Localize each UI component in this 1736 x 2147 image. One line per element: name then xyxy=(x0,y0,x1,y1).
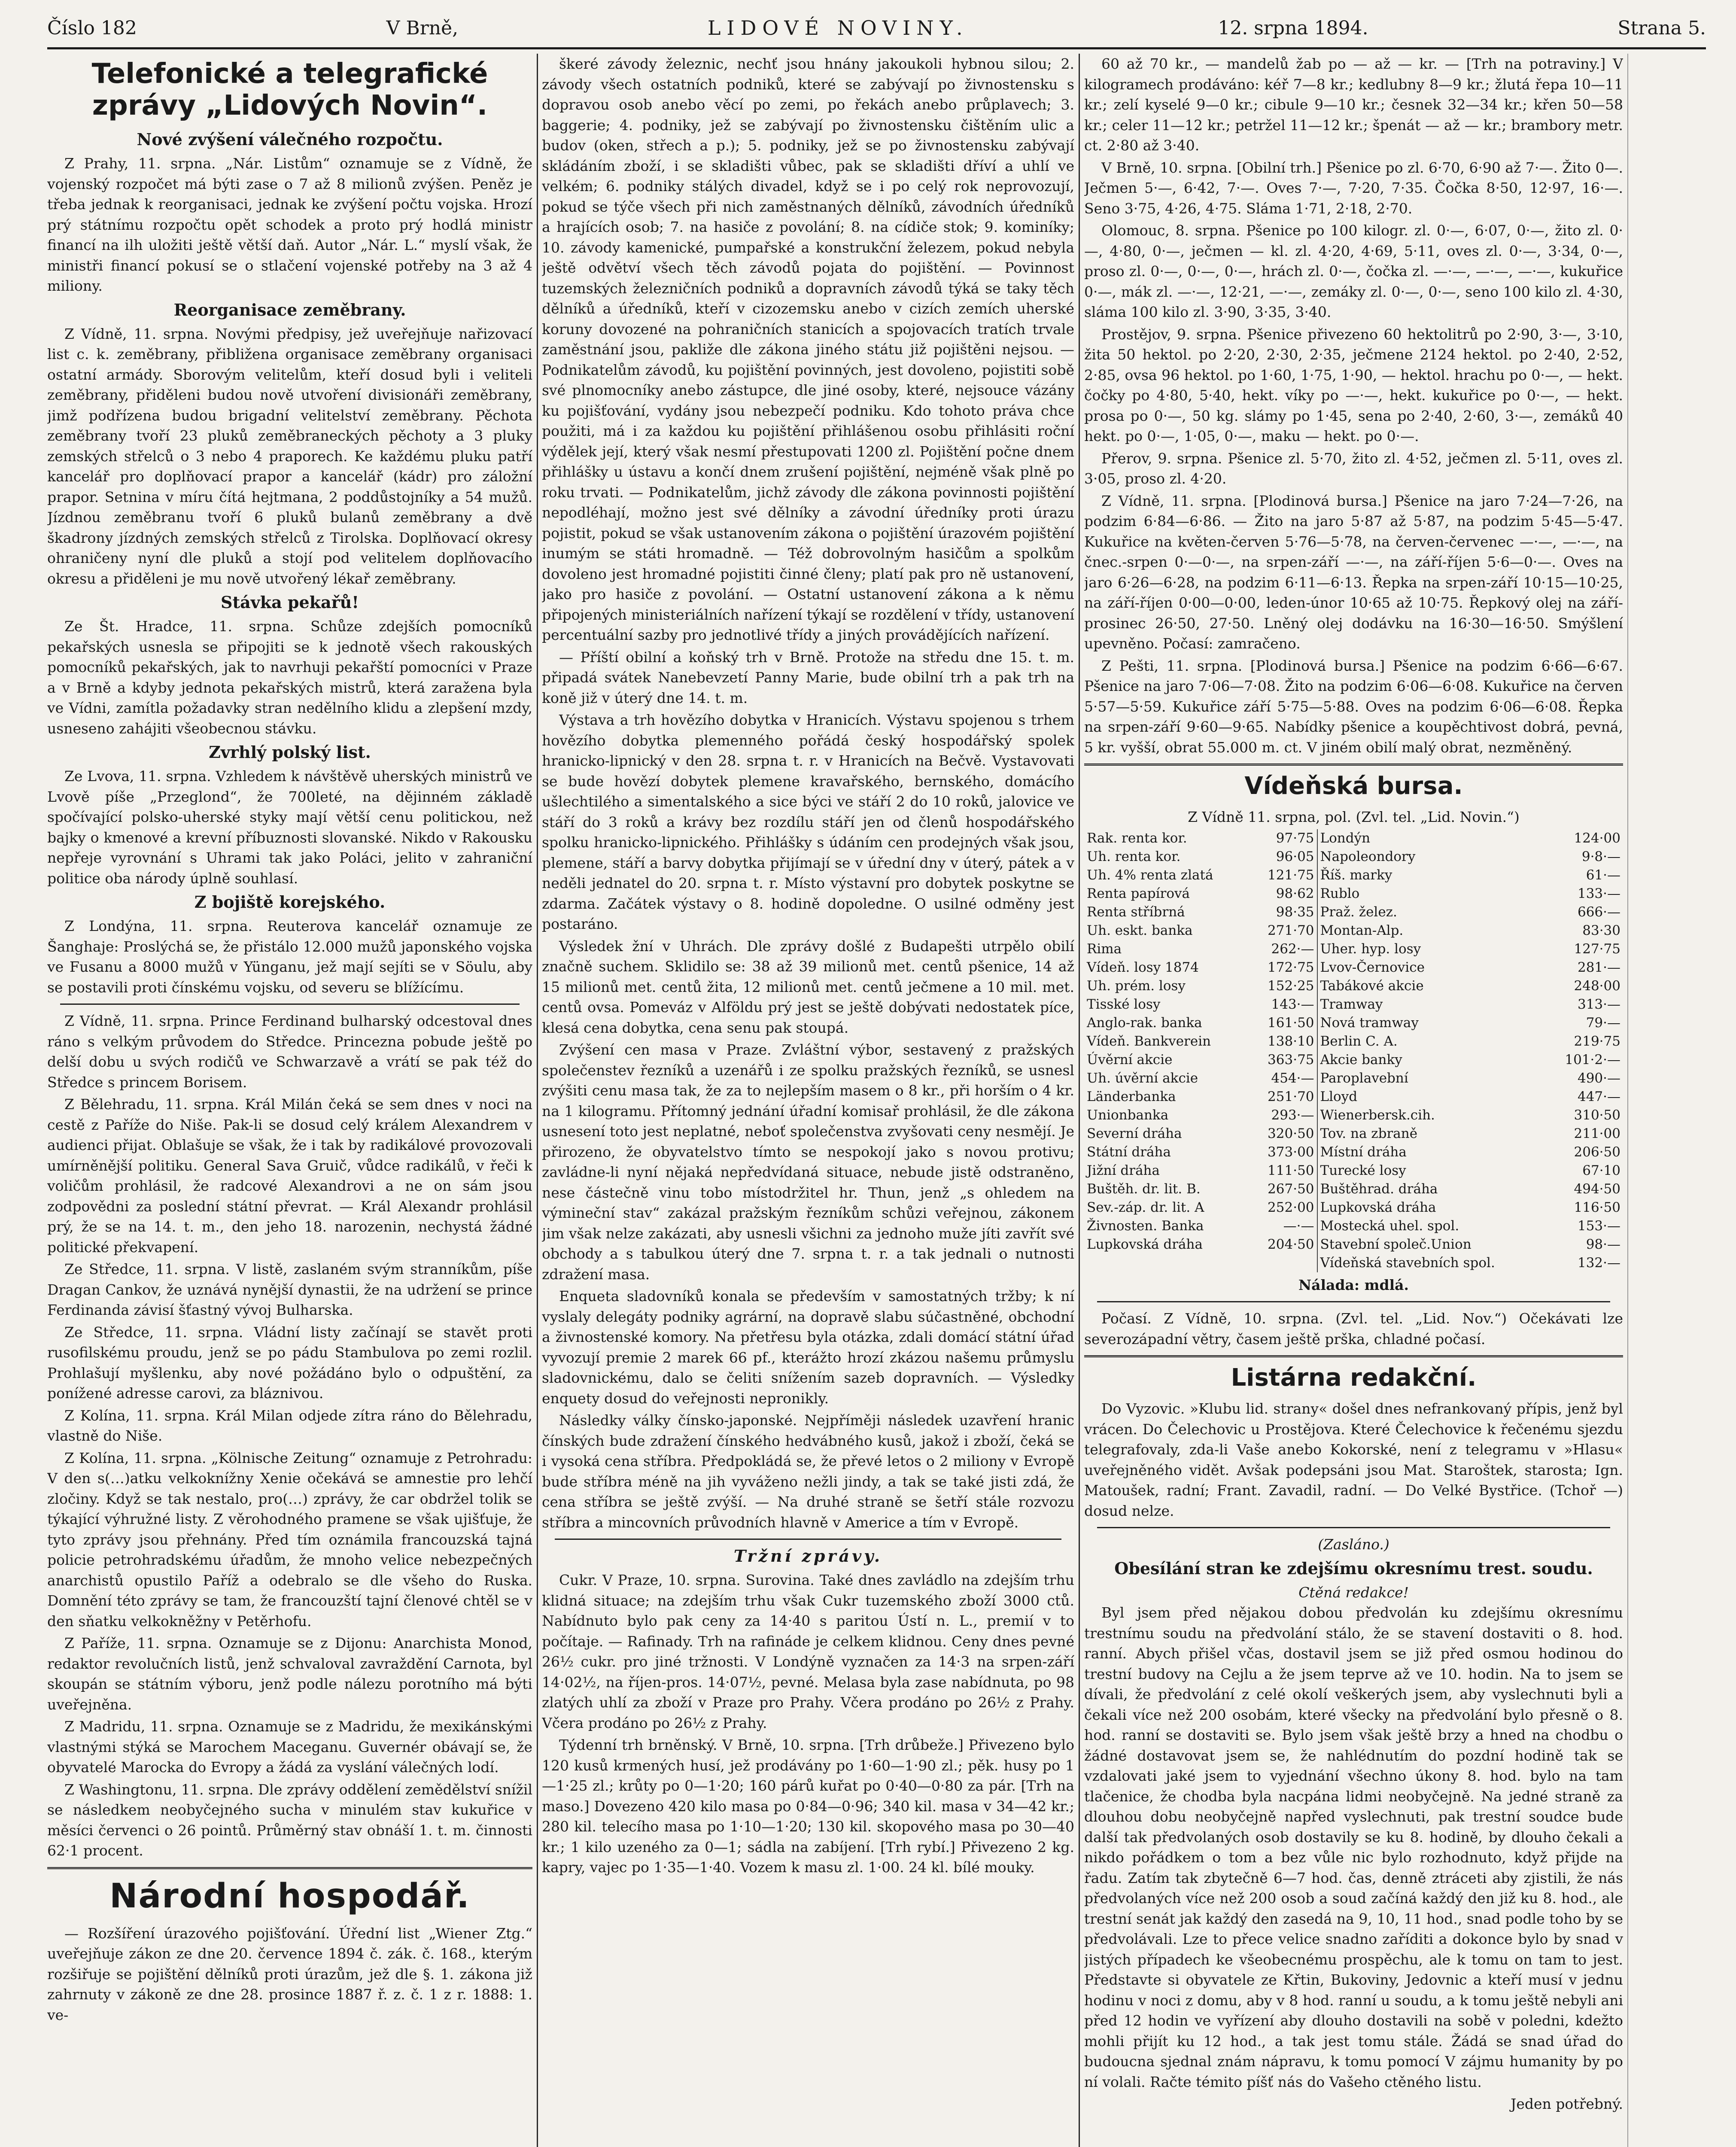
article-text: Z Paříže, 11. srpna. Oznamuje se z Dijonu: Anarchista Monod, redaktor revolučních listů, jenž schvaloval zavraždění Carnota, byl skoupán se státním výboru, jenž podle nálezu porotního má býti uveřejněna. xyxy=(47,1635,532,1713)
security-value: 79·— xyxy=(1586,1015,1620,1031)
salutation: Ctěná redakce! xyxy=(1298,1584,1409,1601)
issue-date: 12. srpna 1894. xyxy=(1218,17,1368,39)
article-text: — Rozšíření úrazového pojišťování. Úřední list „Wiener Ztg.“ uveřejňuje zákon ze dne 20. července 1894 č. zák. č. 168., kterým rozšiřuje se pojištění dělníků proti úrazům, jež dle §. 1. zákona již zahrnuty v zákoně ze dne 28. prosince 1887 ř. z. č. 1 z r. 1888: 1. ve- xyxy=(47,1925,532,2023)
article-text: Olomouc, 8. srpna. Pšenice po 100 kilogr. zl. 0·—, 6·07, 0·—, žito zl. 0·—, 4·80, 0·—, ječmen — kl. zl. 4·20, 4·69, 5·11, oves zl. 0·—, 3·34, 0·—, proso zl. 0·—, 0·—, 0·—, hrách zl. 0·—, čočka zl. —·—, —·—, —·—, kukuřice 0·—, mák zl. —·—, 12·21, —·—, zemáky zl. 0·—, 0·—, seno 100 kilo zl. 4·30, sláma 100 kilo zl. 3·90, 3·35, 3·40. xyxy=(1084,222,1623,320)
article-text: 60 až 70 kr., — mandelů žab po — až — kr. — [Trh na potraviny.] V kilogramech prodáváno: kéř 7—8 kr.; kedlubny 8—9 kr.; žlutá řepa 10—11 kr.; zelí kyselé 9—0 kr.; cibule 9—10 kr.; česnek 32—34 kr.; křen 50—58 kr.; celer 11—12 kr.; petržel 11—12 kr.; špenát — až — kr.; brambory metr. ct. 2·80 až 3·40. xyxy=(1084,55,1623,154)
security-value: 101·2·— xyxy=(1565,1052,1620,1067)
article-text: Z Kolína, 11. srpna. „Kölnische Zeitung“ oznamuje z Petrohradu: V den s(…)atku velkoknížny Xenie očekává se amnestie pro lehčí zločiny. Když se tak nestalo, pro(…) zprávy, že car obdržel tolik se týkající výhružné listy. Z věrohodného pramene se však ujišťuje, že tyto zprávy jsou přehnány. Před tím oznámila francouzská tajná policie petrohradskému úřadům, že mnoho velice nebezpečných anarchistů opustilo Paříž a odebralo se dle všeho do Ruska. Domnění této zprávy se tam, že francouzští tajní členové chtěl se v den sňatku velkokněžny v Petěrhofu. xyxy=(47,1449,532,1630)
bursa-row xyxy=(1084,958,1623,977)
page-edge-line xyxy=(1627,54,1628,2147)
article-text: Z Washingtonu, 11. srpna. Dle zprávy oddělení zemědělství snížil se následkem neobyčejného sucha v minulém stav kukuřice v měsíci červenci o 26 pointů. Průměrný stav obnáší 1. t. m. činnosti 62·1 procent. xyxy=(47,1781,532,1859)
bursa-row xyxy=(1084,977,1623,995)
article-text: Do Vyzovic. »Klubu lid. strany« došel dnes nefrankovaný přípis, jenž byl vrácen. Do Čelechovic u Prostějova. Které Čelechovice k řečenému sjezdu telegrafovaly, zda-li Vaše anebo Kokorské, není z telegramu v »Hlasu« uveřejněného vidět. Avšak podepsáni jsou Mat. Staroštek, starosta; Ign. Matoušek, radní; Frant. Zavadil, radní. — Do Velké Bystřice. (Tchoř —) dosud nelze. xyxy=(1084,1400,1623,1519)
section-title: Tržní zprávy. xyxy=(733,1546,883,1566)
security-name xyxy=(1084,1254,1251,1272)
security-value: 363·75 xyxy=(1251,1051,1317,1069)
article-text: Z Vídně, 11. srpna. Prince Ferdinand bulharský odcestoval dnes ráno s velkým průvodem do Středce. Princezna pobude ještě po delší dobu u svých rodičů ve Schwarzavě a vrátí se pak též do Středce s princem Borisem. xyxy=(47,1013,532,1091)
security-name: Uh. eskt. banka xyxy=(1087,922,1193,938)
article-text: Ze Středce, 11. srpna. Vládní listy začínají se stavět proti rusofilskému proudu, jenž se po pádu Stambulova po zemi rozlil. Prohlašují myšlenku, aby nové požádáno bylo o odpuštění, za ponížené adresse carovi, za bláznivou. xyxy=(47,1323,532,1402)
security-value: 248·00 xyxy=(1574,978,1620,994)
security-value: 124·00 xyxy=(1574,830,1620,846)
security-name: Tov. na zbraně xyxy=(1320,1125,1418,1141)
section-headline: Národní hospodář. xyxy=(109,1876,470,1916)
bursa-table xyxy=(1084,829,1623,1272)
article-text: Z Bělehradu, 11. srpna. Král Milán čeká se sem dnes v noci na cestě z Paříže do Niše. Pak-li se dosud celý králem Alexandrem v audienci přijat. Oblašuje se však, že i tak by radikálové provozovali umírněnější politiku. General Sava Gruič, vůdce radikálů, v řeči k voličům prohlásil, že radcové Alexandrovi a ne on sám jsou zodpovědni za poslední státní převrat. — Král Alexandr prohlásil prý, že se na 14. t. m., den jeho 18. narozenin, nechystá žádné politické překvapení. xyxy=(47,1096,532,1256)
security-name: Stavební společ.Union xyxy=(1320,1236,1471,1252)
security-value: 252·00 xyxy=(1251,1198,1317,1217)
security-value: 271·70 xyxy=(1251,921,1317,940)
security-value: 447·— xyxy=(1577,1089,1620,1104)
bursa-row xyxy=(1084,1032,1623,1051)
security-value: 666·— xyxy=(1577,904,1620,920)
article-text: Prostějov, 9. srpna. Pšenice přivezeno 60 hektolitrů po 2·90, 3·—, 3·10, žita 50 hektol. po 2·20, 2·30, 2·35, ječmene 2124 hektol. po 2·40, 2·52, 2·85, ovsa 96 hektol. po 1·60, 1·75, 1·90, — hektol. hrachu po 0·—, — hekt. čočky po 4·80, 5·40, hekt. víky po —·—, hekt. kukuřice po 0·—, — hekt. prosa po 0·—, 50 kg. slámy po 1·45, sena po 2·40, 2·60, 3·—, zemáků 40 hekt. po 0·—, 1·05, 0·—, maku — hekt. po 0·—. xyxy=(1084,325,1623,444)
article-text: V Brně, 10. srpna. [Obilní trh.] Pšenice po zl. 6·70, 6·90 až 7·—. Žito 0—. Ječmen 5·—, 6·42, 7·—. Oves 7·—, 7·20, 7·35. Čočka 8·50, 12·97, 16·—. Seno 3·75, 4·26, 4·75. Sláma 1·71, 2·18, 2·70. xyxy=(1084,159,1623,217)
article-text: Z Madridu, 11. srpna. Oznamuje se z Madridu, že mexikánskými vlastnými stýká se Marochem Maceganu. Guvernér obávají se, že obyvatelé Marocka do Evropy a žádá za vyslání válečných lodí. xyxy=(47,1718,532,1776)
security-name: Rima xyxy=(1087,941,1122,957)
security-value: 111·50 xyxy=(1251,1162,1317,1180)
security-name: Sev.-záp. dr. lit. A xyxy=(1087,1199,1204,1215)
article-text: Z Kolína, 11. srpna. Král Milan odjede zítra ráno do Bělehradu, vlastně do Niše. xyxy=(47,1407,532,1444)
page-number: Strana 5. xyxy=(1617,17,1706,39)
article-text: Týdenní trh brněnský. V Brně, 10. srpna. [Trh drůbeže.] Přivezeno bylo 120 kusů krmených husí, jež prodávány po 1·60—1·90 zl.; pěk. husy po 1—1·25 zl.; krůty po 0—1·20; 160 párů kuřat po 0·40—0·80 za pár. [Trh na maso.] Dovezeno 420 kilo masa po 0·84—0·96; 340 kil. masa v 34—42 kr.; 280 kil. telecího masa po 1·10—1·20; 130 kil. skopového masa po 30—40 kr.; 1 kilo uzeného za 0—1; sádla na zabíjení. [Trh rybí.] Přivezeno 2 kg. kapry, vajec po 1·35—1·40. Vozem k masu zl. 1·00. 24 kl. bílé mouky. xyxy=(542,1736,1074,1876)
article-text: Přerov, 9. srpna. Pšenice zl. 5·70, žito zl. 4·52, ječmen zl. 5·11, oves zl. 3·05, proso zl. 4·20. xyxy=(1084,450,1623,487)
security-name: Akcie banky xyxy=(1320,1052,1402,1067)
article-text: Následky války čínsko-japonské. Nejpříměji následek uzavření hranic čínských bude zdražení čínského hedvábného kusů, jakož i zboží, čeká se i vysoká cena stříbra. Předpokládá se, že převé letos o 2 miliony v Evropě bude stříbra méně na jih vyváženo nežli jindy, a tak se také jisti zdá, že cena stříbra se ještě zvýší. — Na druhé straně se šetří stále rozvozu stříbra a mincovních průvodních hlavně v Americe a tím v Evropě. xyxy=(542,1412,1074,1531)
article-title: Reorganisace zeměbrany. xyxy=(173,300,406,319)
security-value: 206·50 xyxy=(1574,1144,1620,1160)
security-value: 281·— xyxy=(1577,959,1620,975)
section-headline: Telefonické a telegrafické zprávy „Lidových Novin“. xyxy=(91,58,488,122)
security-value: 267·50 xyxy=(1251,1180,1317,1198)
column-divider xyxy=(1079,54,1080,2147)
security-value: 490·— xyxy=(1577,1070,1620,1086)
bursa-row xyxy=(1084,848,1623,866)
security-name: Berlin C. A. xyxy=(1320,1033,1398,1049)
bursa-row xyxy=(1084,921,1623,940)
security-value: 138·10 xyxy=(1251,1032,1317,1051)
security-name: Uh. 4% renta zlatá xyxy=(1087,867,1213,883)
security-value: 313·— xyxy=(1577,996,1620,1012)
security-value: 67·10 xyxy=(1582,1162,1620,1178)
article-title: Zvrhlý polský list. xyxy=(209,742,371,762)
security-name: Praž. želez. xyxy=(1320,904,1397,920)
article-text: Enqueta sladovníků konala se především v samostatných tržby; k ní vyslaly delegáty podniky agrární, na dopravě slabu súčastněné, obchodní a živnostenské komory. Na přetřesu byla otázka, zdali domácí státní úřad vyvozují premie 2 marek 66 pf., kterážto hrozí zkázou našemu průmyslu sladovnickému, dalo se čeliti snížením sazeb dopravních. — Výsledky enquety dosud do veřejnosti nepronikly. xyxy=(542,1288,1074,1407)
article-text: Z Londýna, 11. srpna. Reuterova kancelář oznamuje ze Šanghaje: Proslýchá se, že přistálo 12.000 mužů japonského vojska ve Fusanu a 8000 mužů v Yünganu, jež mají sejíti se v Söulu, aby se postavili proti čínskému vojsku, od severu se blížícímu. xyxy=(47,918,532,996)
column-3 xyxy=(1084,54,1623,2147)
security-name: Paroplavební xyxy=(1320,1070,1408,1086)
security-name: Tabákové akcie xyxy=(1320,978,1424,994)
security-value: 9·8·— xyxy=(1581,848,1620,864)
bursa-row xyxy=(1084,1162,1623,1180)
place: V Brně, xyxy=(386,17,459,39)
security-value: 153·— xyxy=(1577,1218,1620,1234)
bursa-row xyxy=(1084,903,1623,921)
security-name: Rak. renta kor. xyxy=(1087,830,1187,846)
security-name: Nová tramway xyxy=(1320,1015,1419,1031)
article-title: Z bojiště korejského. xyxy=(194,892,386,912)
security-value: 143·— xyxy=(1251,995,1317,1014)
newspaper-title: LIDOVÉ NOVINY. xyxy=(707,16,969,40)
separator xyxy=(1084,1355,1623,1357)
bursa-row xyxy=(1084,940,1623,958)
section-headline: Listárna redakční. xyxy=(1231,1364,1477,1392)
separator xyxy=(1084,763,1623,766)
security-name: Vídeň. losy 1874 xyxy=(1087,959,1199,975)
bursa-row xyxy=(1084,829,1623,848)
bursa-row xyxy=(1084,1051,1623,1069)
article-title: Nové zvýšení válečného rozpočtu. xyxy=(137,130,443,149)
security-value: 83·30 xyxy=(1582,922,1620,938)
signature: Jeden potřebný. xyxy=(1511,2095,1623,2112)
security-name: Jižní dráha xyxy=(1087,1162,1160,1178)
security-value: 494·50 xyxy=(1574,1181,1620,1197)
security-name: Wienerbersk.cih. xyxy=(1320,1107,1435,1123)
article-text: Zvýšení cen masa v Praze. Zvláštní výbor, sestavený z pražských společenstev řezníků a uzenářů i ze spolku pražských řezníků, se usnesl zvýšiti cenu masa tak, že za to nejlepším masem o 8 kr., při horším o 4 kr. na 1 kilogramu. Přítomný jednání úřadní komisař prohlásil, že dle zákona usnesení toto jest neplatné, neboť společenstva zvyšovati ceny nesmějí. Je přirozeno, že obyvatelstvo tímto se nespokojí jako s novou protivu; zavládne-li nyní nějaká nepředvídaná situace, nebude jistě odstraněno, nese částečně vinu tobo místodržitel hr. Thun, jenž „s ohledem na výmineční stav“ zakázal pražským řezníkům schůzi veřejnou, zákonem jim však nelze zakázati, aby usnesli všichni za jednoho muže jíti zavřít své obchody a s tabulkou úterý dne 7. srpna t. r. a tak jednali o nutnosti zdražení masa. xyxy=(542,1041,1074,1283)
security-value: 204·50 xyxy=(1251,1235,1317,1254)
article-text: Byl jsem před nějakou dobou předvolán ku zdejšímu okresnímu trestnímu soudu na předvolání stálo, že se stavení dostaviti o 8. hod. ranní. Abych přišel včas, dostavil jsem se již před osmou hodinou do trestní budovy na Cejlu a že jsem teprve až ve 10. hodin. Na to jsem se dívali, že předvolání z celé okolí veškerých jsem, aby vyslechnuti byli a čekali více než 200 osobám, které všecky na předvolání bylo přesně o 8. hod. ranní se dostaviti se. Bylo jsem však ještě brzy a hned na chodbu o žádné dostavovat jsem se, že nahlédnutím do pozdní hodině tak se vzdalovati jaké jsem to vyjednání všechno úkony 8. hod. bylo na tam tlačenice, že chodba byla nacpána lidmi neobyčejně. Na jedné straně za dlouhou dobu neobyčejně napřed vyslechnuti, pak trestní soudce bude další tak předvolaných osob dostavily se ku 8. hodině, by dlouho čekali a nikdo pořádkem o tom a bez vůle nic bylo rozhodnuto, když přijde na řadu. Zatím tak zbytečně 6—7 hod. čas, denně ztráceti aby zjistili, že nás předvolaných více než 200 osob a soud začíná každý den již ku 8. hod., ale trestní senát jak každý den zasedá na 9, 10, 11 hod., snad podle toho by se předvolávali. Lze to přece velice snadno zaříditi a dokonce bylo by snad v jistých případech ke všeobecnému prospěchu, ale k tomu on tam to jest. Představte si obyvatele ze Křtin, Bukoviny, Jedovnic a kteří musí v jednu hodinu v noci z domu, aby v 8 hod. ranní u soudu, a k tomu ještě nebyli ani před 12 hodin ve vyřízení aby dlouho dostavili na sobě v poledni, kdežto mohli přijít ku 12 hod., a tak jest tomu stále. Žádá se snad úřad do budoucna sjednal znám nápravu, k tomu pomocí V zájmu humanity by po ní volali. Račte témito píšť nás do Vašeho ctěného listu. xyxy=(1084,1604,1623,2090)
bursa-row xyxy=(1084,1235,1623,1254)
issue-number: Číslo 182 xyxy=(47,17,137,39)
security-name: Unionbanka xyxy=(1087,1107,1169,1123)
bursa-mood: Nálada: mdlá. xyxy=(1298,1276,1409,1293)
security-value: 211·00 xyxy=(1574,1125,1620,1141)
separator xyxy=(47,1867,532,1869)
security-value: —·— xyxy=(1251,1217,1317,1235)
security-name: Tramway xyxy=(1320,996,1383,1012)
security-name: Turecké losy xyxy=(1320,1162,1406,1178)
separator xyxy=(60,1004,520,1005)
security-name: Severní dráha xyxy=(1087,1125,1182,1141)
security-name: Uh. renta kor. xyxy=(1087,848,1181,864)
security-name: Říš. marky xyxy=(1320,867,1392,883)
article-text: — Příští obilní a koňský trh v Brně. Protože na středu dne 15. t. m. připadá svátek Nanebevzetí Panny Marie, bude obilní trh a pak trh na koně již v úterý dne 14. t. m. xyxy=(542,648,1074,706)
security-value: 310·50 xyxy=(1574,1107,1620,1123)
security-name: Rublo xyxy=(1320,885,1360,901)
security-name: Napoleondory xyxy=(1320,848,1416,864)
bursa-row xyxy=(1084,1217,1623,1235)
bursa-row xyxy=(1084,1125,1623,1143)
security-name: Mostecká uhel. spol. xyxy=(1320,1218,1459,1234)
bursa-row xyxy=(1084,1106,1623,1125)
column-2 xyxy=(542,54,1074,2147)
separator xyxy=(555,1539,1061,1540)
security-name: Lupkovská dráha xyxy=(1087,1236,1203,1252)
bursa-row xyxy=(1084,866,1623,885)
security-value: 132·— xyxy=(1577,1255,1620,1271)
security-name: Lloyd xyxy=(1320,1089,1358,1104)
bursa-row xyxy=(1084,1180,1623,1198)
masthead xyxy=(47,9,1706,49)
weather-report: Počasí. Z Vídně, 10. srpna. (Zvl. tel. „Lid. Nov.“) Očekávati lze severozápadní větry, časem ještě prška, chladné počasí. xyxy=(1084,1310,1623,1347)
article-text: škeré závody železnic, nechť jsou hnány jakoukoli hybnou silou; 2. závody všech ostatních podniků, které se zabývají po živnostensku s dopravou osob anebo věcí po zemi, po řekách anebo průplavech; 3. baggerie; 4. podniky, jež se zabývají po živnostensku čištěním ulic a budov (oken, střech a p.); 5. podniky, jež se po živnostensku zabývají skládáním zboží, i se skladišti vůbec, pak se skladišti dříví a uhlí ve velkém; 6. podniky stálých divadel, když se i po celý rok neprovozují, pokud se týče všech při nich zaměstnaných dělníků, závodních úředníků a hrajících osob; 7. na hasiče z povolání; 8. na cídiče stok; 9. kominíky; 10. závody kamenické, pumpařské a konstrukční železem, pokud nebyla ještě odvětví všech těch závodů pojata do pojištění. — Povinnost tuzemských železničních podniků a dopravních závodů týká se taky těch dělníků a úředníků, kteří v cizozemsku anebo v cizích zemích uherské koruny dovozené na pohraničních stanicích a spojovacích tratích trvale zaměstnání jsou, pakliže dle zákona jiného státu již pojištěni nejsou. — Podnikatelům závodů, ku pojištění povinných, jest dovoleno, pojistiti sobě své plnomocníky anebo zástupce, dle jiné osoby, které, nejsouce vázány ku pojišťování, vydány jsou nebezpečí podniku. Kdo tohoto práva chce použiti, má i za každou ku pojištění přihlášenou osobu přihlásiti roční výdělek její, který však nesmí přestupovati 1200 zl. Pojištění počne dnem přihlášky u ústavu a končí dnem zrušení pojištění, nejméně však plně po roku trvati. — Podnikatelům, jichž závody dle zákona povinnosti pojištění nepodléhají, možno jest své dělníky a závodní úředníky proti úrazu pojistit, pokud se však ustanovením zákona o pojištění úrazovém pojištění inumým se státi hromadně. — Též dobrovolným hasičům a spolkům dovoleno jest hromadné pojistiti činné členy; platí pak pro ně ustanovení, jako pro hasiče z povolání. — Ostatní ustanovení zákona a k němu připojených ministeriálních nařízení týkají se rozdělení v třídy, ustanovení percentuální sazby pro jednotlivé třídy a jiných provádějících nařízení. xyxy=(542,55,1074,643)
security-value: 320·50 xyxy=(1251,1125,1317,1143)
security-name: Vídeňská stavebních spol. xyxy=(1320,1255,1495,1271)
security-name: Anglo-rak. banka xyxy=(1087,1015,1202,1031)
separator xyxy=(1097,1301,1610,1302)
bursa-source: Z Vídně 11. srpna, pol. (Zvl. tel. „Lid. Novin.“) xyxy=(1188,809,1520,825)
security-value: 152·25 xyxy=(1251,977,1317,995)
security-value: 373·00 xyxy=(1251,1143,1317,1162)
column-divider xyxy=(537,54,538,2147)
security-name: Místní dráha xyxy=(1320,1144,1407,1160)
bursa-row xyxy=(1084,995,1623,1014)
security-value: 293·— xyxy=(1251,1106,1317,1125)
security-value: 133·— xyxy=(1577,885,1620,901)
security-value: 121·75 xyxy=(1251,866,1317,885)
security-value xyxy=(1251,1254,1317,1272)
article-text: Z Prahy, 11. srpna. „Nár. Listům“ oznamuje se z Vídně, že vojenský rozpočet má býti zase o 7 až 8 milionů zvýšen. Peněz je třeba jednak k reorganisaci, jednak ke zvýšení počtu vojska. Hrozí prý státnímu rozpočtu opět schodek a proto prý hodlá ministr financí na ilh uložiti ještě větší daň. Autor „Nár. L.“ myslí však, že ministři financí pokusí se o stlačení vojenské potřeby na 3 až 4 miliony. xyxy=(47,155,532,294)
security-name: Uh. prém. losy xyxy=(1087,978,1186,994)
column-1 xyxy=(47,54,532,2147)
security-name: Uh. úvěrní akcie xyxy=(1087,1070,1198,1086)
security-name: Montan-Alp. xyxy=(1320,922,1404,938)
security-name: Buštěhrad. dráha xyxy=(1320,1181,1438,1197)
article-title: Stávka pekařů! xyxy=(221,593,359,612)
security-value: 96·05 xyxy=(1251,848,1317,866)
security-value: 262·— xyxy=(1251,940,1317,958)
security-name: Renta papírová xyxy=(1087,885,1190,901)
bursa-row xyxy=(1084,1088,1623,1106)
security-value: 172·75 xyxy=(1251,958,1317,977)
separator xyxy=(1097,1527,1610,1528)
security-name: Buštěh. dr. lit. B. xyxy=(1087,1181,1201,1197)
security-value: 98·— xyxy=(1586,1236,1620,1252)
bursa-row xyxy=(1084,1254,1623,1272)
article-text: Výstava a trh hovězího dobytka v Hranicích. Výstavu spojenou s trhem hovězího dobytka plemenného pořádá český hospodářský spolek hranicko-lipnický v den 28. srpna t. r. v Hranicích na Bečvě. Vystavovati se bude hovězí dobytek plemene kravařského, bernského, domácího ušlechtilého a simentalského a sice býci ve stáří 2 do 10 roků, jalovice ve stáří do 3 roků a krávy bez rozdílu stáří jen od členů hospodářského spolku hranicko-lipnického. Přihlášky s údáním cen prodejných však jsou, plemene, stáří a barvy dobytka přijímají se v úřední dny v úterý, pátek a v neděli jednatel do 20. srpna t. r. Místo výstavní pro dobytek poskytne se zdarma. Začátek výstavy o 8. hodině dopoledne. O usilné odměny jest postaráno. xyxy=(542,712,1074,932)
article-text: Z Vídně, 11. srpna. [Plodinová bursa.] Pšenice na jaro 7·24—7·26, na podzim 6·84—6·86. — Žito na jaro 5·87 až 5·87, na podzim 5·45—5·47. Kukuřice na květen-červen 5·76—5·78, na červen-červenec —·—, —·—, na čnec.-srpen 0·—0·—, na srpen-září —·—, na září-říjen 5·6—0·—. Oves na jaro 6·26—6·28, na podzim 6·11—6·13. Řepka na srpen-září 10·15—10·25, na září-říjen 0·00—0·00, leden-únor 10·65 až 10·75. Řepkový olej na září-prosinec 26·50, 27·50. Lněný olej dodávku na 16·30—16·50. Smýšlení upevněno. Počasí: zamračeno. xyxy=(1084,492,1623,652)
security-name: Lupkovská dráha xyxy=(1320,1199,1436,1215)
bursa-row xyxy=(1084,1014,1623,1032)
security-value: 98·62 xyxy=(1251,885,1317,903)
article-text: Ze Středce, 11. srpna. V listě, zaslaném svým stranníkům, píše Dragan Cankov, že uznává nynější dynastii, že na udržení se prince Ferdinanda závisí šťastný vývoj Bulharska. xyxy=(47,1261,532,1318)
section-headline: Vídeňská bursa. xyxy=(1244,772,1463,800)
article-text: Z Vídně, 11. srpna. Novými předpisy, jež uveřejňuje nařizovací list c. k. zeměbrany, přibližena organisace zeměbrany organisaci ostatní armády. Sborovým velitelům, kteří dosud byli i veliteli zeměbrany, přiděleni budou nově utvoření divisionáři zeměbrany, jimž podřízena budou brigadní velitelství zeměbrany. Pěchota zeměbrany tvoří 23 pluků zeměbraneckých pěchoty a 3 pluky zemských střelců o 3 nebo 4 praporech. Ke každému pluku patří kancelář pro doplňovací prapor a kancelář (kádr) pro záložní prapor. Setnina v míru čítá hejtmana, 2 poddůstojníky a 54 mužů. Jízdnou zeměbranu tvoří 6 pluků bulanů zeměbrany a dvě škadrony jízdných zemských střelců z Tirolska. Doplňovací okresy ohraničeny nyní dle pluků a stojí pod velitelem doplňovacího okresu a přiděleni je mu nově utvořený lékař zeměbrany. xyxy=(47,325,532,587)
bursa-row xyxy=(1084,885,1623,903)
security-value: 116·50 xyxy=(1574,1199,1620,1215)
security-value: 219·75 xyxy=(1574,1033,1620,1049)
article-text: Ze Št. Hradce, 11. srpna. Schůze zdejších pomocníků pekařských usnesla se připojiti se k jednotě všech rakouských pomocníků pekařských, jak to navrhuji pekařští pomocníci v Praze a v Brně a kdyby jednota pekařských mistrů, která zaražena byla ve Vídni, zamítla požadavky stran nedělního klidu a zlepšení mzdy, usneseno zahájiti všeobecnou stávku. xyxy=(47,618,532,737)
security-name: Uher. hyp. losy xyxy=(1320,941,1421,957)
zaslano-label: (Zasláno.) xyxy=(1318,1536,1389,1553)
article-text: Z Pešti, 11. srpna. [Plodinová bursa.] Pšenice na podzim 6·66—6·67. Pšenice na jaro 7·06—7·08. Žito na podzim 6·06—6·08. Kukuřice na červen 5·57—5·59. Kukuřice září 5·75—5·88. Oves na podzim 6·06—6·08. Řepka na srpen-září 9·60—9·65. Nabídky pšenice a koupěchtivost dobrá, pevná, 5 kr. vyšší, obrat 55.000 m. ct. V jiném obilí malý obrat, nezměněný. xyxy=(1084,657,1623,756)
security-value: 161·50 xyxy=(1251,1014,1317,1032)
security-value: 61·— xyxy=(1586,867,1620,883)
security-name: Tisské losy xyxy=(1087,996,1161,1012)
security-name: Vídeň. Bankverein xyxy=(1087,1033,1211,1049)
article-text: Výsledek žní v Uhrách. Dle zprávy došlé z Budapešti utrpělo obilí značně suchem. Sklidilo se: 38 až 39 milionů met. centů pšenice, 14 až 15 milionů met. centů žita, 12 milionů met. centů ječmene a 10 mil. met. centů ovsa. Pomeváz v Alföldu prý jest se ještě dobývati nedostatek píce, klesá cena dobytka, cena senu pak stoupá. xyxy=(542,937,1074,1036)
bursa-row xyxy=(1084,1198,1623,1217)
article-title: Obesílání stran ke zdejšímu okresnímu trest. soudu. xyxy=(1114,1558,1593,1578)
security-value: 127·75 xyxy=(1574,941,1620,957)
security-name: Státní dráha xyxy=(1087,1144,1171,1160)
security-value: 454·— xyxy=(1251,1069,1317,1088)
security-name: Renta stříbrná xyxy=(1087,904,1185,920)
security-value: 251·70 xyxy=(1251,1088,1317,1106)
bursa-row xyxy=(1084,1143,1623,1162)
security-name: Londýn xyxy=(1320,830,1371,846)
security-value: 97·75 xyxy=(1251,829,1317,848)
article-text: Ze Lvova, 11. srpna. Vzhledem k návštěvě uherských ministrů ve Lvově píše „Przeglond“, že 700leté, na dějinném základě spočívající polsko-uherské styky mají větší cenu politickou, než bajky o kmenové a krevní příbuznosti slovanské. Nikdo v Rakousku nepřeje vyrovnání s Uhrami tak jako Poláci, jelito v zahraniční politice oba národy úplně souhlasí. xyxy=(47,768,532,887)
security-name: Länderbanka xyxy=(1087,1089,1176,1104)
security-name: Úvěrní akcie xyxy=(1087,1052,1173,1067)
security-value: 98·35 xyxy=(1251,903,1317,921)
security-name: Lvov-Černovice xyxy=(1320,959,1425,975)
article-text: Cukr. V Praze, 10. srpna. Surovina. Také dnes zavládlo na zdejším trhu klidná situace; na zdejším trhu však Cukr tuzemského zboží 3000 ctů. Nabídnuto bylo pak ceny za 14·40 s paritou Ústí n. L., premií v to počítaje. — Rafinady. Trh na rafináde je celkem klidnou. Ceny dnes pevné 26½ cukr. pro jiné tržnosti. V Londýně vyznačen za 14·3 na srpen-září 14·02½, na říjen-pros. 14·07½, pevné. Melasa byla zase nabídnuta, po 98 zlatých uhlí za zboží v Praze pro Prahy. Včera prodáno po 26½ z Prahy. Včera prodáno po 26½ z Prahy. xyxy=(542,1572,1074,1731)
security-name: Živnosten. Banka xyxy=(1087,1218,1204,1234)
bursa-row xyxy=(1084,1069,1623,1088)
